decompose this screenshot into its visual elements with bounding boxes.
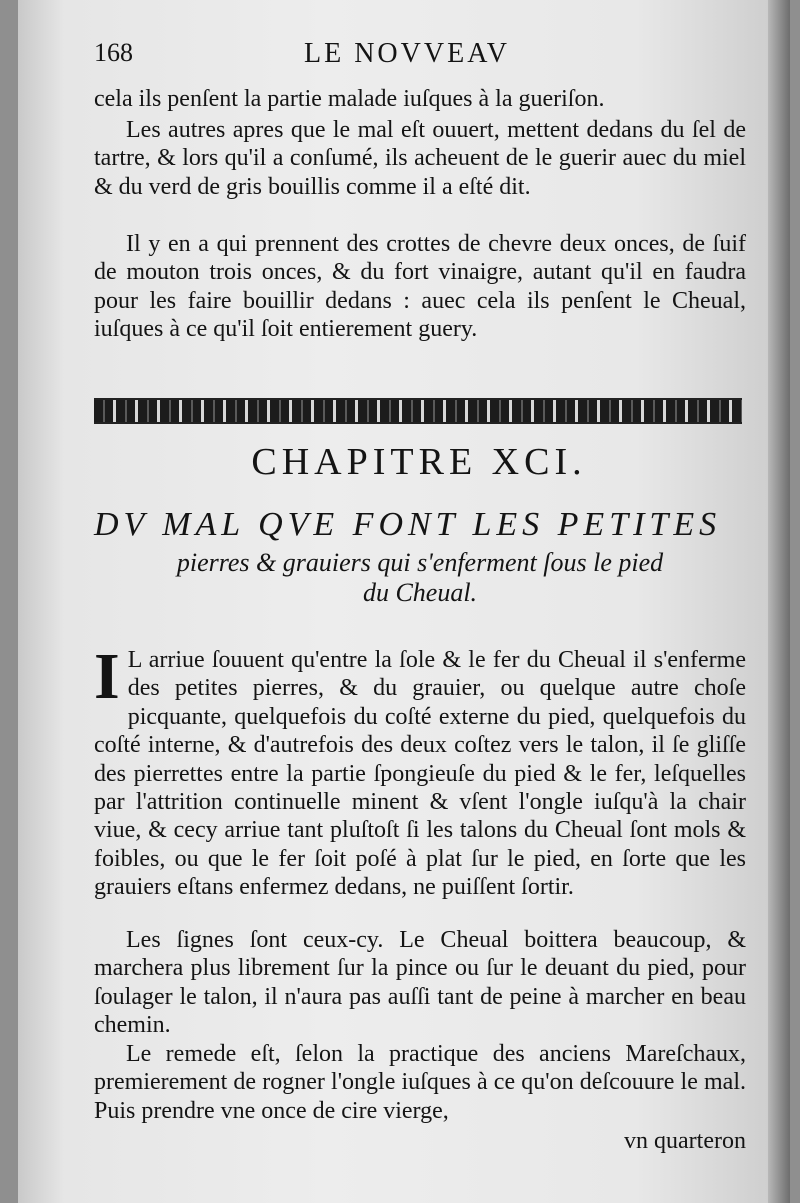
page-number: 168 xyxy=(94,38,133,67)
paragraph-4-text: L arriue ſouuent qu'entre la ſole & le fer du Cheual il s'enferme des petites pierres, & du grauier, ou quelque autre choſe picquante, quelquefois du coſté externe du pied, quelquefois du coſté interne, & d'autrefois des deux coſtez vers le talon, il ſe gliſſe des pierrettes entre la partie ſpongieuſe du pied & le fer, leſquelles par l'attrition continuelle minent & vſent l'ongle iuſqu'à la chair viue, & cecy arriue tant pluſtoſt ſi les talons du Cheual ſont mols & foibles, ou que le fer ſoit poſé à plat ſur le pied, en ſorte que les grauiers eſtans enfermez dedans, ne puiſſent ſortir. xyxy=(94,647,746,901)
catchword: vn quarteron xyxy=(624,1128,746,1154)
paragraph-2: Les autres apres que le mal eſt ouuert, mettent dedans du ſel de tartre, & lors qu'il a conſumé, ils acheuent de le guerir auec du miel & du verd de gris bouillis comme il a eſté dit. xyxy=(94,117,746,200)
paragraph-1: cela ils penſent la partie malade iuſques à la gueriſon. xyxy=(94,86,605,112)
running-title: LE NOVVEAV xyxy=(304,38,511,69)
paragraph-3: Il y en a qui prennent des crottes de chevre deux onces, de ſuif de mouton trois onces, & du fort vinaigre, autant qu'il en faudra pour les faire bouillir dedans : auec cela ils penſent le Cheual, iuſques à ce qu'il ſoit entierement guery. xyxy=(94,231,746,343)
paragraph-5: Les ſignes ſont ceux-cy. Le Cheual boittera beaucoup, & marchera plus librement ſur la pince ou ſur le deuant du pied, pour ſoulager le talon, il n'aura pas auſſi tant de peine à marcher en beau chemin. xyxy=(94,927,746,1039)
paragraph-6: Le remede eſt, ſelon la practique des anciens Mareſchaux, premierement de rogner l'ongle iuſques à ce qu'on deſcouure le mal. Puis prendre vne once de cire vierge, xyxy=(94,1041,746,1124)
page-header xyxy=(94,38,744,78)
drop-cap: I xyxy=(94,640,120,713)
chapter-title xyxy=(94,506,746,608)
paragraph-4 xyxy=(94,640,746,902)
chapter-heading: CHAPITRE XCI. xyxy=(251,441,587,483)
chapter-title-line-1: DV MAL QVE FONT LES PETITES xyxy=(94,506,722,543)
page-edge xyxy=(768,0,790,1203)
chapter-title-line-2: pierres & grauiers qui s'enferment ſous le pied xyxy=(176,548,664,577)
chapter-title-line-3: du Cheual. xyxy=(362,578,478,607)
ornamental-divider xyxy=(94,398,742,424)
